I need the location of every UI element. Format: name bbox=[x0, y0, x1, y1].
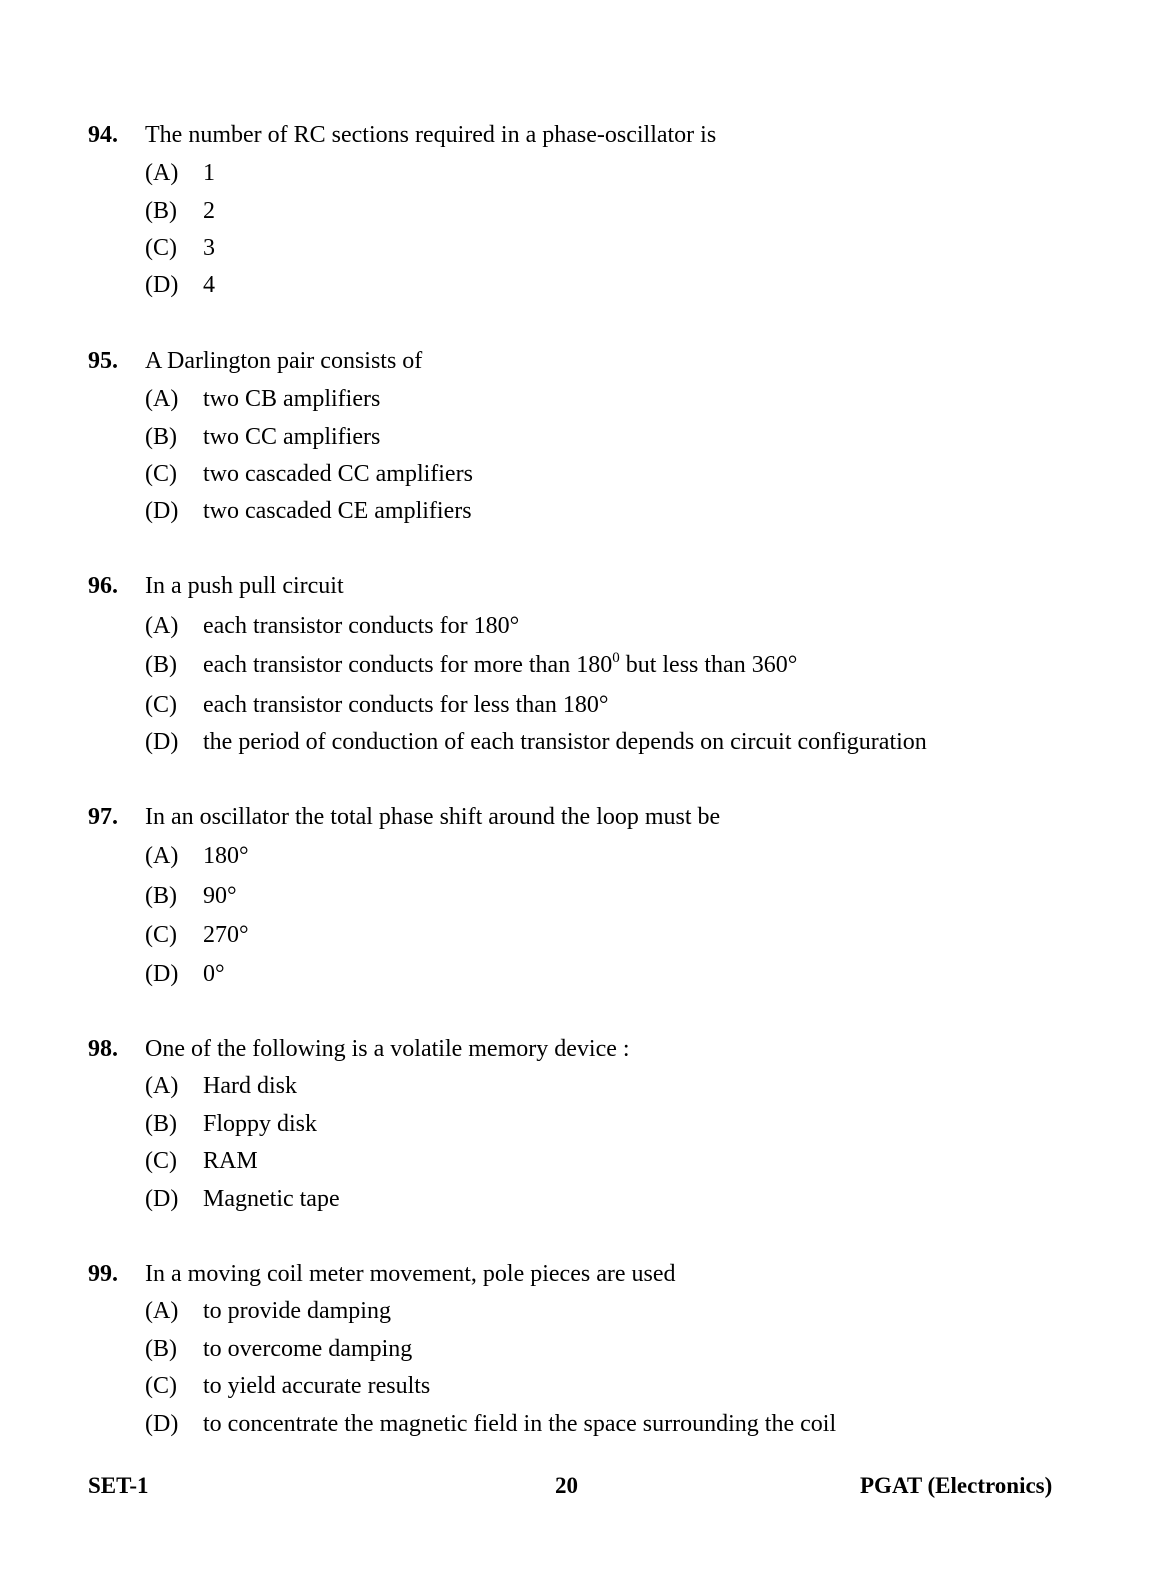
option-label: (D) bbox=[145, 729, 179, 755]
option-label: (C) bbox=[145, 692, 177, 718]
option-text: 1 bbox=[203, 160, 215, 186]
option-text: 270° bbox=[203, 922, 249, 948]
question-number: 94. bbox=[88, 122, 118, 148]
option-label: (A) bbox=[145, 160, 179, 186]
question-text: In an oscillator the total phase shift around the loop must be bbox=[145, 804, 721, 830]
option-label: (B) bbox=[145, 652, 177, 678]
footer-set: SET-1 bbox=[88, 1473, 149, 1498]
footer-page-number: 20 bbox=[555, 1473, 578, 1498]
option-label: (A) bbox=[145, 613, 179, 639]
option-text: to overcome damping bbox=[203, 1336, 413, 1362]
option-text: 2 bbox=[203, 198, 215, 224]
option-label: (B) bbox=[145, 1336, 177, 1362]
option-text: 180° bbox=[203, 843, 249, 869]
option-label: (D) bbox=[145, 498, 179, 524]
footer-subject: PGAT (Electronics) bbox=[860, 1473, 1053, 1498]
question-number: 97. bbox=[88, 804, 118, 830]
option-label: (A) bbox=[145, 386, 179, 412]
option-text: two cascaded CC amplifiers bbox=[203, 461, 473, 487]
question-number: 96. bbox=[88, 573, 118, 599]
question-text: One of the following is a volatile memory device : bbox=[145, 1036, 630, 1062]
question-text: In a moving coil meter movement, pole pieces are used bbox=[145, 1261, 676, 1287]
superscript-zero: 0 bbox=[612, 650, 620, 666]
option-label: (C) bbox=[145, 922, 177, 948]
option-label: (C) bbox=[145, 1373, 177, 1399]
option-text: the period of conduction of each transistor depends on circuit configuration bbox=[203, 729, 927, 755]
option-label: (B) bbox=[145, 198, 177, 224]
option-text: two cascaded CE amplifiers bbox=[203, 498, 472, 524]
option-label: (B) bbox=[145, 1111, 177, 1137]
option-label: (D) bbox=[145, 272, 179, 298]
question-number: 95. bbox=[88, 348, 118, 374]
option-text: 4 bbox=[203, 272, 215, 298]
option-text: to yield accurate results bbox=[203, 1373, 431, 1399]
option-label: (C) bbox=[145, 1148, 177, 1174]
option-text: 0° bbox=[203, 961, 225, 987]
option-label: (C) bbox=[145, 235, 177, 261]
option-label: (A) bbox=[145, 1298, 179, 1324]
option-text: to concentrate the magnetic field in the space surrounding the coil bbox=[203, 1411, 837, 1437]
option-label: (A) bbox=[145, 1073, 179, 1099]
question-text: A Darlington pair consists of bbox=[145, 348, 423, 374]
option-label: (B) bbox=[145, 424, 177, 450]
option-label: (D) bbox=[145, 1186, 179, 1212]
option-text: each transistor conducts for less than 180° bbox=[203, 692, 609, 718]
option-text: 3 bbox=[203, 235, 215, 261]
option-text: Magnetic tape bbox=[203, 1186, 340, 1212]
option-text bbox=[203, 651, 797, 679]
option-label: (C) bbox=[145, 461, 177, 487]
question-text: The number of RC sections required in a phase-oscillator is bbox=[145, 122, 717, 148]
option-text: to provide damping bbox=[203, 1298, 391, 1324]
option-text-before: each transistor conducts for more than 180 bbox=[203, 652, 613, 678]
option-text: two CC amplifiers bbox=[203, 424, 381, 450]
question-number: 98. bbox=[88, 1036, 118, 1062]
option-label: (A) bbox=[145, 843, 179, 869]
question-number: 99. bbox=[88, 1261, 118, 1287]
option-text-after: but less than 360° bbox=[619, 652, 798, 678]
option-label: (D) bbox=[145, 961, 179, 987]
option-text: two CB amplifiers bbox=[203, 386, 381, 412]
option-label: (B) bbox=[145, 883, 177, 909]
option-text: Hard disk bbox=[203, 1073, 297, 1099]
option-text: each transistor conducts for 180° bbox=[203, 613, 520, 639]
question-text: In a push pull circuit bbox=[145, 573, 344, 599]
option-text: Floppy disk bbox=[203, 1111, 318, 1137]
option-text: RAM bbox=[203, 1148, 258, 1174]
option-label: (D) bbox=[145, 1411, 179, 1437]
option-text: 90° bbox=[203, 883, 237, 909]
